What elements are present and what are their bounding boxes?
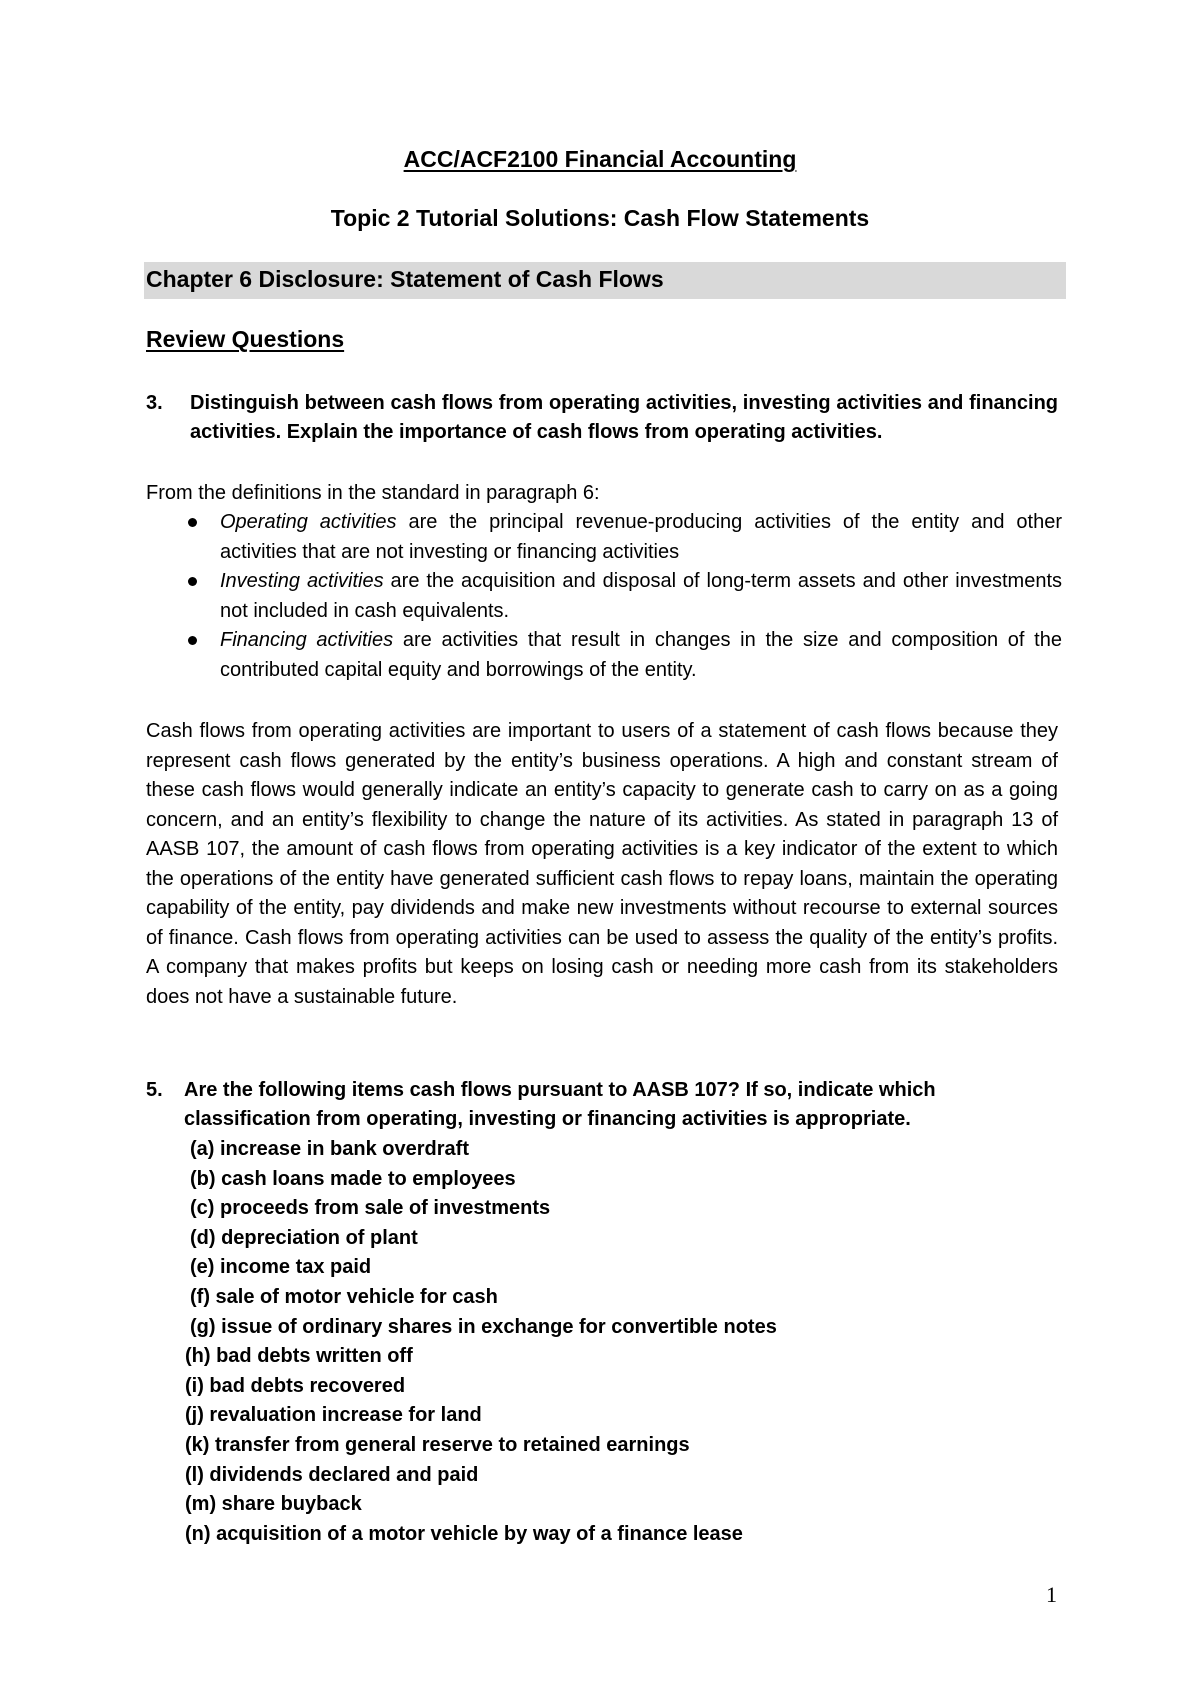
page-number: 1 <box>1046 1582 1057 1607</box>
list-item: (b) cash loans made to employees <box>190 1167 516 1190</box>
answer-intro: From the definitions in the standard in paragraph 6: <box>146 482 600 504</box>
chapter-heading: Chapter 6 Disclosure: Statement of Cash Flows <box>146 266 664 292</box>
document-title: ACC/ACF2100 Financial Accounting <box>403 146 797 172</box>
bullet-icon <box>188 518 197 527</box>
question-number: 3. <box>146 392 163 414</box>
bullet-icon <box>188 636 197 645</box>
question-text: Are the following items cash flows pursuant to AASB 107? If so, indicate which classification from operating, investing or financing activities is appropriate. <box>184 1079 936 1130</box>
list-item: (n) acquisition of a motor vehicle by way of a finance lease <box>185 1522 743 1545</box>
definition-text: are the acquisition and disposal of long-term assets and other investments not included in cash equivalents. <box>220 570 1063 622</box>
definition-term: Operating activities <box>220 511 397 533</box>
list-item: (d) depreciation of plant <box>190 1226 418 1249</box>
definition-term: Financing activities <box>220 629 394 651</box>
list-item: (a) increase in bank overdraft <box>190 1138 469 1160</box>
question-3 <box>146 389 1058 447</box>
document-subtitle: Topic 2 Tutorial Solutions: Cash Flow Statements <box>330 205 870 231</box>
section-heading: Review Questions <box>146 326 345 352</box>
list-item <box>146 508 1062 567</box>
list-item: (m) share buyback <box>185 1493 362 1516</box>
list-item <box>146 567 1062 626</box>
list-item: (f) sale of motor vehicle for cash <box>190 1285 498 1308</box>
list-item: (h) bad debts written off <box>185 1345 413 1368</box>
question-text: Distinguish between cash flows from operating activities, investing activities and financing activities. Explain the importance of cash flows from operating activities. <box>190 392 1058 443</box>
definition-text: are activities that result in changes in the size and composition of the contributed capital equity and borrowings of the entity. <box>220 629 1062 681</box>
list-item <box>146 626 1062 685</box>
list-item: (j) revaluation increase for land <box>185 1404 482 1427</box>
question-5 <box>146 1076 1066 1134</box>
list-item: (l) dividends declared and paid <box>185 1463 479 1486</box>
question-number: 5. <box>146 1079 163 1101</box>
list-item: (g) issue of ordinary shares in exchange for convertible notes <box>190 1315 777 1338</box>
list-item: (c) proceeds from sale of investments <box>190 1197 551 1220</box>
chapter-heading-bar <box>144 262 1066 299</box>
list-item: (e) income tax paid <box>190 1256 372 1279</box>
list-item: (i) bad debts recovered <box>185 1374 406 1397</box>
definition-term: Investing activities <box>220 570 384 592</box>
question-items <box>185 1135 777 1549</box>
list-item: (k) transfer from general reserve to retained earnings <box>185 1433 690 1456</box>
answer-paragraph: Cash flows from operating activities are important to users of a statement of cash flows because they represent cash flows generated by the entity’s business operations. A high and constant stream of these cash flows would generally indicate an entity’s capacity to generate cash to carry on as a going concern, and an entity’s flexibility to change the nature of its activities. As stated in paragraph 13 of AASB 107, the amount of cash flows from operating activities is a key indicator of the extent to which the operations of the entity have generated sufficient cash flows to repay loans, maintain the operating capability of the entity, pay dividends and make new investments without recourse to external sources of finance. Cash flows from operating activities can be used to assess the quality of the entity’s profits. A company that makes profits but keeps on losing cash or needing more cash from its stakeholders does not have a sustainable future. <box>146 720 1058 1008</box>
definition-list <box>146 508 1062 685</box>
bullet-icon <box>188 577 197 586</box>
definition-text: are the principal revenue-producing activities of the entity and other activities that are not investing or financing activities <box>220 511 1062 563</box>
